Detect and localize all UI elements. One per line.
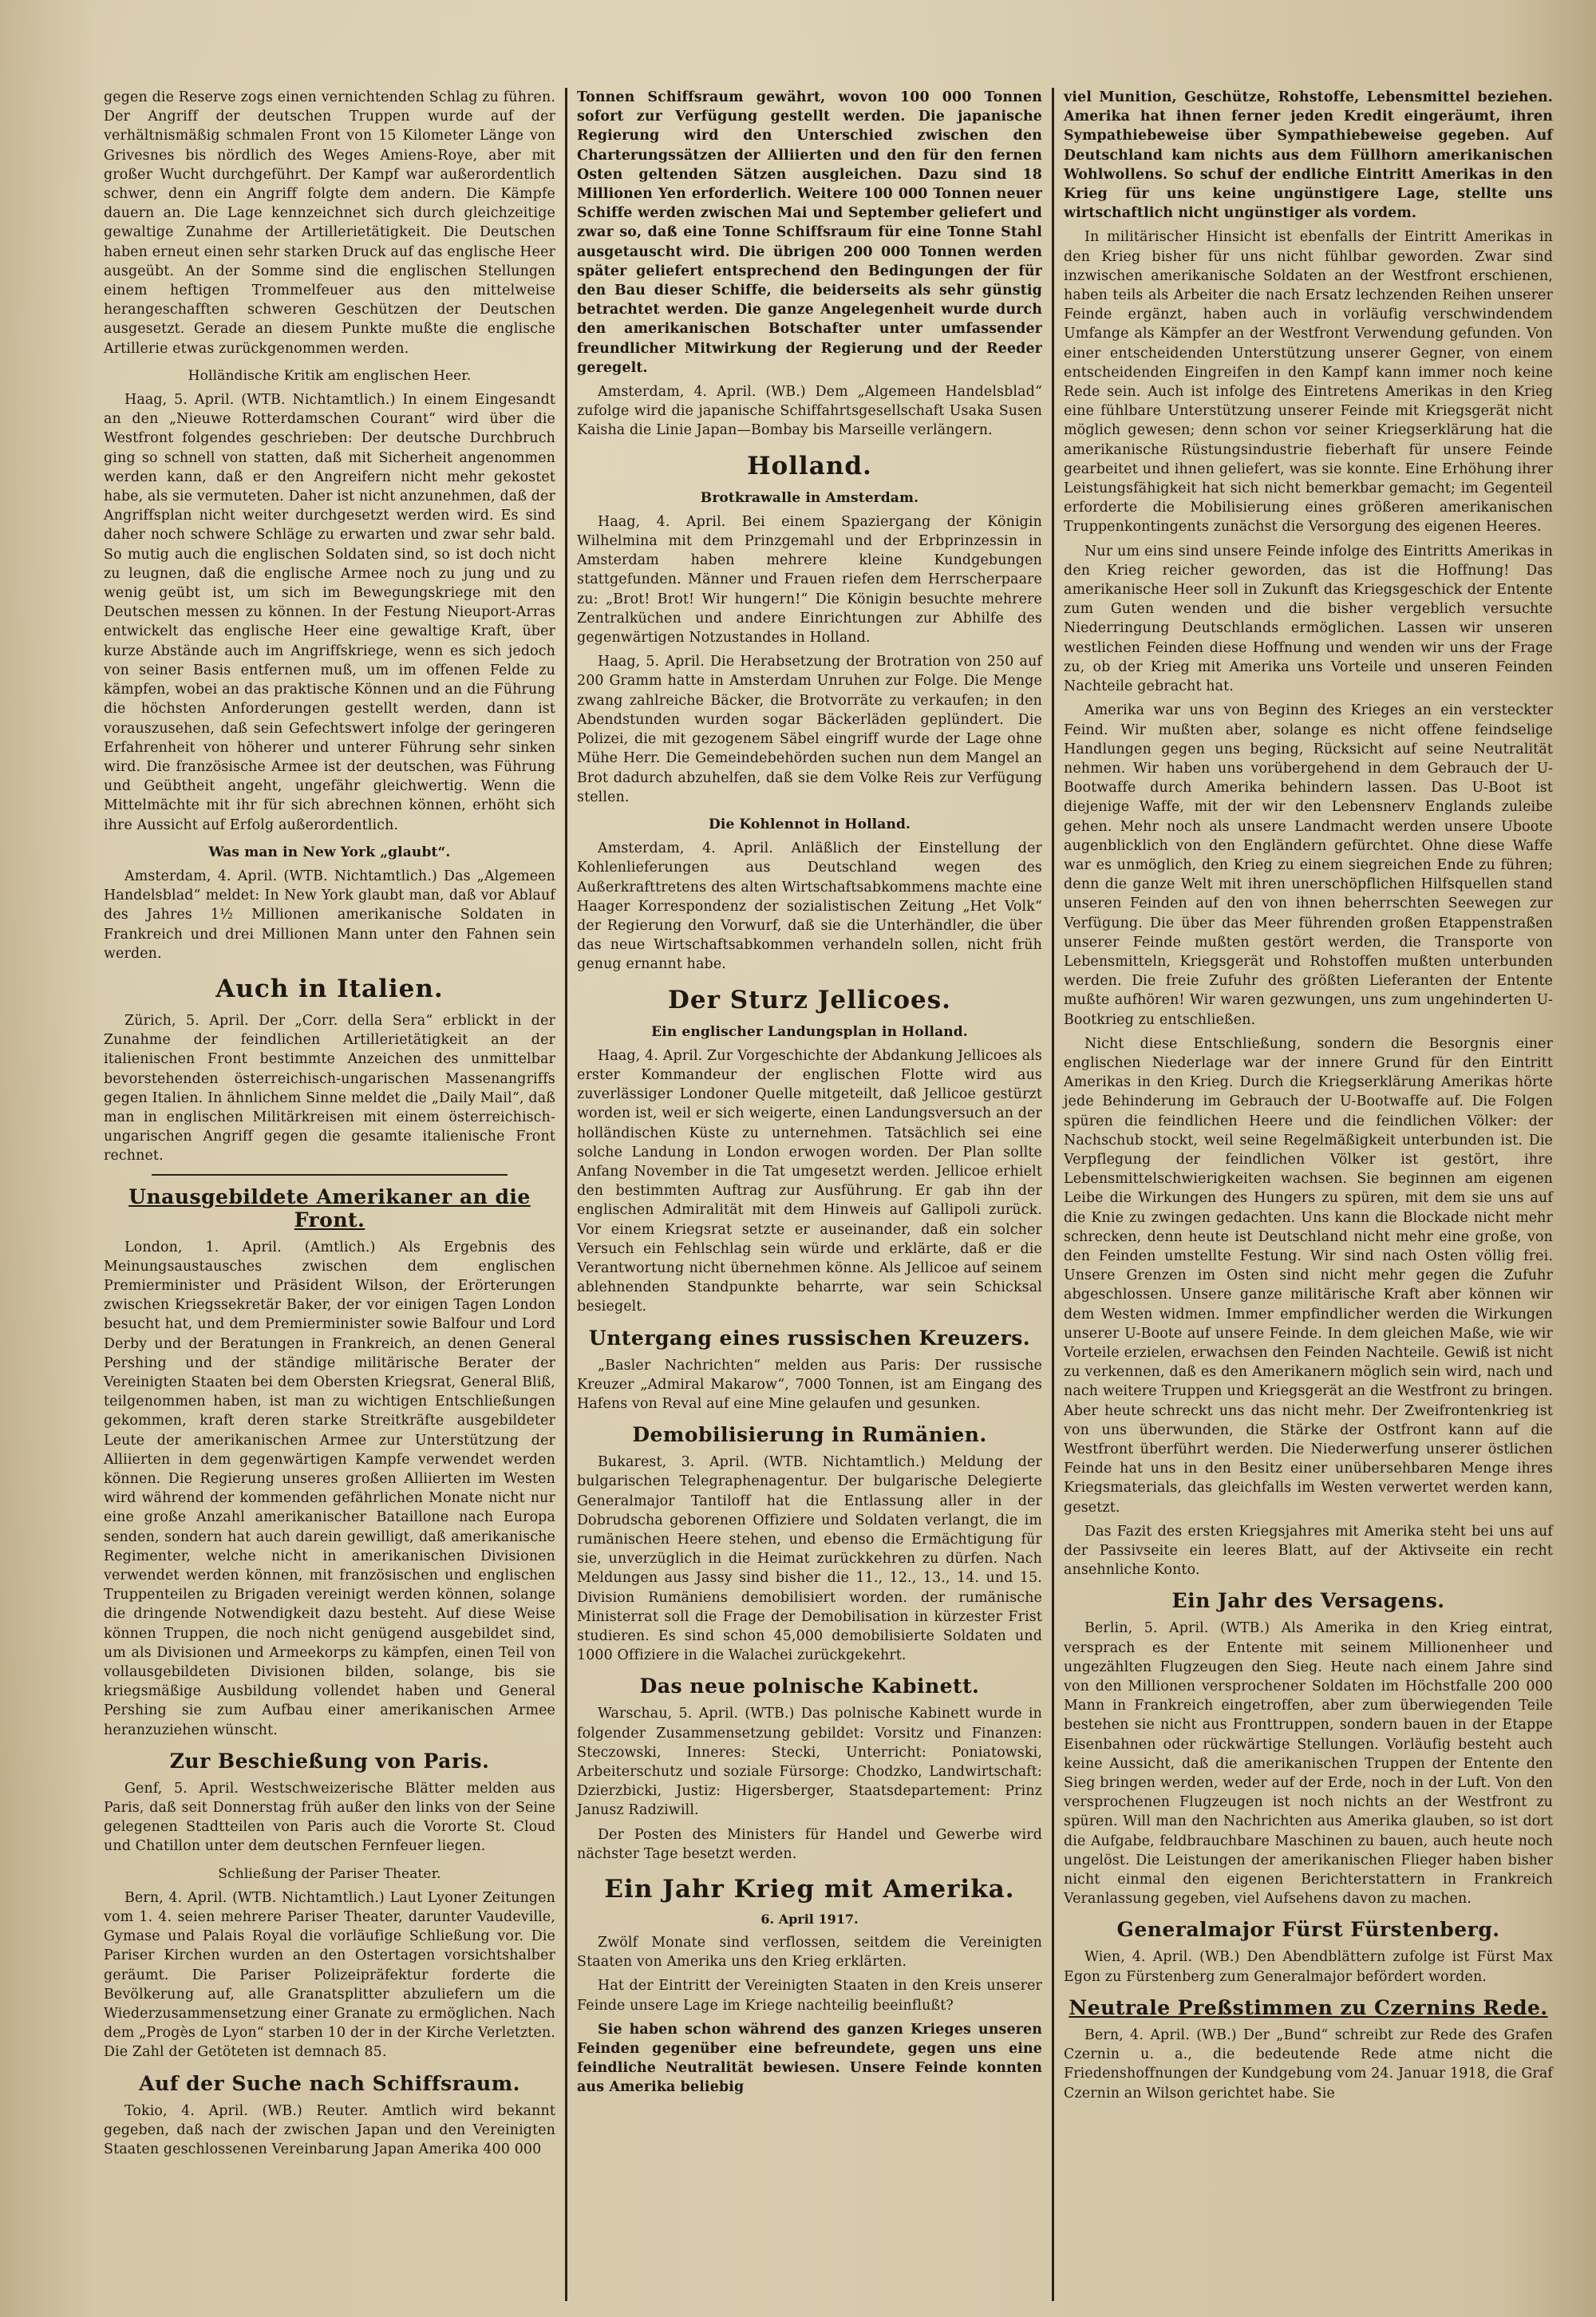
article-text: Nur um eins sind unsere Feinde infolge des Eintritts Amerikas in den Krieg reicher geworden, das ist die Hoffnung! Das amerikanische Heer soll in Zukunft das Kriegsgeschick der Entente zum Guten wenden und die bisher vergeblich versuchte Niederringung Deutschlands ermöglichen. Lassen wir unseren westlichen Feinden diese Hoffnung und wenden wir uns der Frage zu, ob der Krieg mit Amerika uns Vorteile und unseren Feinden Nachteile gebracht hat. bbox=[1064, 543, 1553, 695]
article-text: Bukarest, 3. April. (WTB. Nichtamtlich.) Meldung der bulgarischen Telegraphenagentur. Der bulgarische Delegierte Generalmajor Tantiloff hat die Entlassung aller in der Dobrudscha geborenen Offiziere und Soldaten verlangt, die im rumänischen Heere stehen, und ebenso die Ermächtigung für sie, unverzüglich in die Heimat zurückkehren zu dürfen. Nach Meldungen aus Jassy sind bisher die 11., 12., 13., 14. und 15. Division Rumäniens demobilisiert worden. der rumänische Ministerrat soll die Frage der Demobilisation in kürzester Frist studieren. Es sind schon 45,000 demobilisierte Soldaten und 1000 Offiziere in die Walachei zurückgekehrt. bbox=[577, 1454, 1042, 1664]
article-text: Tonnen Schiffsraum gewährt, wovon 100 000 Tonnen sofort zur Verfügung gestellt werden. Die japanische Regierung wird den Unterschied zwischen den Charterungssätzen der Alliierten und den für den fernen Osten geltenden Sätzen ausgleichen. Dazu sind 18 Millionen Yen erforderlich. Weitere 100 000 Tonnen neuer Schiffe werden zwischen Mai und September geliefert und zwar so, daß eine Tonne Schiffsraum für eine Tonne Stahl ausgetauscht wird. Die übrigen 200 000 Tonnen werden später geliefert entsprechend den Bedingungen der für den Bau dieser Schiffe, die beiderseits als sehr günstig betrachtet werden. Die ganze Angelegenheit wurde durch den amerikanischen Botschafter unter umfassender freundlicher Mitwirkung der Regierung und der Reeder geregelt. bbox=[577, 89, 1042, 376]
subheading: Schließung der Pariser Theater. bbox=[218, 1865, 441, 1882]
article-text: Bern, 4. April. (WTB. Nichtamtlich.) Laut Lyoner Zeitungen vom 1. 4. seien mehrere Pariser Theater, darunter Vaudeville, Gymase und Palais Royal die vorläufige Schließung vor. Die Pariser Kirchen wurden an den Ostertagen vorsichtshalber geräumt. Die Pariser Polizeipräfektur forderte die Bevölkerung auf, alle Granatsplitter abzuliefern um die Wiederzusammensetzung einer Granate zu ermöglichen. Nach dem „Progès de Lyon“ starben 10 der in der Kirche Verletzten. Die Zahl der Getöteten ist demnach 85. bbox=[104, 1889, 555, 2061]
article-text: Genf, 5. April. Westschweizerische Blätter melden aus Paris, daß seit Donnerstag früh außer den links von der Seine gelegenen Stadtteilen von Paris auch die Vororte St. Cloud und Chatillon unter dem deutschen Fernfeuer liegen. bbox=[104, 1780, 555, 1855]
subheading: Die Kohlennot in Holland. bbox=[708, 816, 911, 832]
column-middle bbox=[565, 88, 1052, 2301]
column-right bbox=[1052, 88, 1562, 2301]
article-text: Amsterdam, 4. April. Anläßlich der Einstellung der Kohlenlieferungen aus Deutschland wegen des Außerkrafttretens des alten Wirtschaftsabkommens machte eine Haager Korrespondenz der sozialistischen Zeitung „Het Volk“ der Regierung den Vorwurf, daß sie die Unterhändler, die über das neue Wirtschaftsabkommen verhandeln sollen, nicht früh genug ernannt habe. bbox=[577, 840, 1042, 973]
columns bbox=[94, 88, 1564, 2301]
article-text: Warschau, 5. April. (WTB.) Das polnische Kabinett wurde in folgender Zusammensetzung gebildet: Vorsitz und Finanzen: Steczowski, Inneres: Stecki, Unterricht: Poniatowski, Arbeiterschutz und soziale Fürsorge: Chodzko, Landwirtschaft: Dzierzbicki, Justiz: Higersberger, Staatsdepartement: Prinz Janusz Radziwill. bbox=[577, 1706, 1042, 1819]
divider bbox=[152, 1174, 508, 1176]
headline: Generalmajor Fürst Fürstenberg. bbox=[1116, 1918, 1500, 1942]
headline: Untergang eines russischen Kreuzers. bbox=[588, 1326, 1031, 1350]
article-text: Amerika war uns von Beginn des Krieges an ein versteckter Feind. Wir mußten aber, solange es nicht offene feindselige Handlungen gegen uns beging, Rücksicht auf seine Neutralität nehmen. Wir haben uns vorübergehend in dem Gebrauch der U-Bootwaffe durch Amerika behindern lassen. Das U-Boot ist diejenige Waffe, mit der wir den Lebensnerv Englands zuleibe gehen. Mehr noch als unsere Landmacht werden unsere Uboote augenblicklich von den Engländern gefürchtet. Ohne diese Waffe war es unmöglich, den Krieg zu einem siegreichen Ende zu führen; denn die ganze Welt mit ihren unerschöpflichen Hilfsquellen stand unseren Feinden auf den von ihnen beherrschten Seewegen zur Verfügung. Die über das Meer führenden großen Etappenstraßen unserer Feinde mußten gestört werden, die Transporte von Lebensmitteln, Kriegsgerät und Rohstoffen mußten unterbunden werden. Die freie Zufuhr des größten Lieferanten der Entente mußte aufhören! Wir waren gezwungen, uns zum ungehinderten U-Bootkrieg zu entschließen. bbox=[1064, 702, 1553, 1028]
article-text: Haag, 5. April. Die Herabsetzung der Brotration von 250 auf 200 Gramm hatte in Amsterdam Unruhen zur Folge. Die Menge zwang zahlreiche Bäcker, die Brotvorräte zu verkaufen; in den Abendstunden wurden sogar Bäckerläden geplündert. Die Polizei, die mit gezogenem Säbel eingriff wurde der Lage ohne Mühe Herr. Die Gemeindebehörden suchen nun dem Mangel an Brot dadurch abzuhelfen, daß sie dem Volke Reis zur Verfügung stellen. bbox=[577, 654, 1042, 805]
column-left bbox=[94, 88, 565, 2301]
subheading: Ein englischer Landungsplan in Holland. bbox=[651, 1023, 968, 1040]
article-text: Wien, 4. April. (WB.) Den Abendblättern zufolge ist Fürst Max Egon zu Fürstenberg zum Generalmajor befördert worden. bbox=[1064, 1949, 1553, 1985]
article-text: Amsterdam, 4. April. (WTB. Nichtamtlich.) Das „Algemeen Handelsblad“ meldet: In New York glaubt man, daß vor Ablauf des Jahres 1½ Millionen amerikanische Soldaten in Frankreich und drei Millionen Mann unter den Fahnen sein werden. bbox=[104, 868, 555, 962]
article-text: Sie haben schon während des ganzen Krieges unseren Feinden gegenüber eine befreundete, gegen uns eine feindliche Neutralität bewiesen. Unsere Feinde konnten aus Amerika beliebig bbox=[577, 2021, 1042, 2096]
headline: Der Sturz Jellicoes. bbox=[668, 985, 951, 1014]
article-text: Haag, 5. April. (WTB. Nichtamtlich.) In einem Eingesandt an den „Nieuwe Rotterdamschen Courant“ wird über die Westfront folgendes geschrieben: Der deutsche Durchbruch ging so schnell von statten, daß mit Sicherheit angenommen werden kann, daß er den Angreifern nicht mehr gekostet habe, als sie vermuteten. Daher ist nicht anzunehmen, daß der Angriffsplan nicht weiter durchgesetzt werden wird. Es sind daher noch schwere Schläge zu erwarten und zwar sehr bald. So mutig auch die englischen Soldaten sind, so ist doch nicht zu leugnen, daß die englische Armee noch zu jung und zu wenig geübt ist, um sich im Bewegungskriege mit den Deutschen messen zu können. In der Festung Nieuport-Arras entwickelt das englische Heer eine gewaltige Kraft, über kurze Abstände auch im Angriffskriege, wenn es sich jedoch von seiner Basis entfernen muß, um im offenen Felde zu kämpfen, wobei an das praktische Können und an die Führung die höchsten Anforderungen gestellt werden, dann ist vorauszusehen, daß sein Gefechtswert infolge der geringeren Erfahrenheit von höherer und unterer Führung sehr sinken wird. Die französische Armee ist der deutschen, was Führung und Geübtheit angeht, ungefähr gleichwertig. Wenn die Mittelmächte mit ihr für sich abrechnen können, erhöht sich ihre Aussicht auf Erfolg außerordentlich. bbox=[104, 392, 555, 833]
article-text: Berlin, 5. April. (WTB.) Als Amerika in den Krieg eintrat, versprach es der Entente mit seinem Millionenheer und ungezählten Flugzeugen den Sieg. Heute nach einem Jahre sind von den Millionen versprochener Soldaten im Höchstfalle 200 000 Mann in Frankreich eingetroffen, aber zum überwiegenden Teile bestehen sie nicht aus Fronttruppen, sondern bauen in der Etappe Eisenbahnen oder rückwärtige Stellungen. Vorläufig besteht auch keine Aussicht, daß die amerikanischen Truppen der Entente den Sieg bringen werden, weder auf der Erde, noch in der Luft. Von den versprochenen Flugzeugen ist noch nichts an der Westfront zu spüren. Will man den Nachrichten aus Amerika glauben, so ist dort die Aufgabe, feldbrauchbare Maschinen zu bauen, auch heute noch ungelöst. Die Leistungen der amerikanischen Flieger haben bisher nicht einmal den eigenen Berichterstattern in Frankreich Veranlassung gegeben, viel Aufsehens davon zu machen. bbox=[1064, 1620, 1553, 1908]
headline: Zur Beschießung von Paris. bbox=[169, 1749, 490, 1773]
article-text: Zwölf Monate sind verflossen, seitdem die Vereinigten Staaten von Amerika uns den Krieg erklärten. bbox=[577, 1935, 1042, 1971]
article-text: Bern, 4. April. (WB.) Der „Bund“ schreibt zur Rede des Grafen Czernin u. a., die bedeutende Rede atme nicht die Friedenshoffnungen der Kundgebung vom 24. Januar 1918, die Graf Czernin an Wilson gerichtet habe. Sie bbox=[1064, 2026, 1553, 2102]
article-text: London, 1. April. (Amtlich.) Als Ergebnis des Meinungsaustausches zwischen dem englischen Premierminister und Präsident Wilson, der Erörterungen zwischen Kriegssekretär Baker, der vor einigen Tagen London besucht hat, und dem Premierminister sowie Balfour und Lord Derby und der Beratungen in Frankreich, an denen General Pershing und der ständige militärische Berater der Vereinigten Staaten bei dem Obersten Kriegsrat, General Bliß, teilgenommen haben, ist man zu wichtigen Entschließungen gekommen, kraft deren starke Streitkräfte ausgebildeter Leute der amerikanischen Armee zur Unterstützung der Alliierten in dem gegenwärtigen Kampfe verwendet werden können. Die Regierung unseres großen Alliierten im Westen wird während der kommenden gefährlichen Monate nicht nur eine große Anzahl amerikanischer Bataillone nach Europa senden, sondern hat auch darein gewilligt, daß amerikanische Regimenter, welche nicht in amerikanischen Divisionen verwendet werden können, mit französischen und englischen Truppenteilen zu Brigaden vereinigt werden können, solange die dringende Notwendigkeit dazu besteht. Auf diese Weise können Truppen, die noch nicht genügend ausgebildet sind, um als Divisionen und Armeekorps zu kämpfen, einen Teil von vollausgebildeten Divisionen bilden, solange, bis sie kriegsmäßige Ausbildung vollendet haben und General Pershing sie zum Aufbau einer amerikanischen Armee heranzuziehen wünscht. bbox=[104, 1239, 555, 1738]
headline: Das neue polnische Kabinett. bbox=[639, 1674, 980, 1698]
subheading: Brotkrawalle in Amsterdam. bbox=[700, 489, 919, 506]
headline: Auf der Suche nach Schiffsraum. bbox=[139, 2071, 520, 2095]
article-text: Amsterdam, 4. April. (WB.) Dem „Algemeen Handelsblad“ zufolge wird die japanische Schiffahrtsgesellschaft Usaka Susen Kaisha die Linie Japan—Bombay bis Marseille verlängern. bbox=[577, 384, 1042, 439]
article-text: Das Fazit des ersten Kriegsjahres mit Amerika steht bei uns auf der Passivseite ein leeres Blatt, auf der Aktivseite ein recht ansehnliche Konto. bbox=[1064, 1523, 1553, 1579]
headline: Unausgebildete Amerikaner an die Front. bbox=[128, 1184, 531, 1232]
article-text: Haag, 4. April. Bei einem Spaziergang der Königin Wilhelmina mit dem Prinzgemahl und der Erbprinzessin in Amsterdam haben mehrere kleine Kundgebungen stattgefunden. Männer und Frauen riefen dem Herrscherpaare zu: „Brot! Brot! Wir hungern!“ Die Königin besuchte mehrere Zentralküchen und andere Einrichtungen zur Abhilfe des gegenwärtigen Notzustandes in Holland. bbox=[577, 513, 1042, 646]
article-text: Hat der Eintritt der Vereinigten Staaten in den Kreis unserer Feinde unsere Lage im Kriege nachteilig beeinflußt? bbox=[577, 1978, 1042, 2014]
headline: Ein Jahr des Versagens. bbox=[1171, 1589, 1445, 1613]
article-text: gegen die Reserve zogs einen vernichtenden Schlag zu führen. Der Angriff der deutschen Truppen wurde auf der verhältnismäßig schmalen Front von 15 Kilometer Länge von Grivesnes bis nördlich des Weges Amiens-Roye, aber mit großer Wucht durchgeführt. Der Kampf war außerordentlich schwer, denn ein Angriff folgte dem andern. Die Kämpfe dauern an. Die Lage kennzeichnet sich durch gleichzeitige gewaltige Zunahme der Artillerietätigkeit. Die Deutschen haben erneut einen sehr starken Druck auf das englische Heer ausgeübt. An der Somme sind die englischen Stellungen einem heftigen Trommelfeuer aus den mittelweise herangeschafften schweren Geschützen der Deutschen ausgesetzt. Gerade an diesem Punkte mußte die englische Artillerie etwas zurückgenommen werden. bbox=[104, 89, 555, 357]
article-text: Haag, 4. April. Zur Vorgeschichte der Abdankung Jellicoes als erster Kommandeur der englischen Flotte wird aus zuverlässiger Londoner Quelle mitgeteilt, daß Jellicoe gestürzt worden ist, weil er sich weigerte, einen Landungsversuch an der holländischen Küste zu unternehmen. Tatsächlich sei eine solche Landung in London erwogen worden. Der Plan sollte Anfang November in die Tat umgesetzt werden. Jellicoe erhielt den bestimmten Auftrag zur Ausführung. Er gab ihn der englischen Admiralität mit dem Hinweis auf Gallipoli zurück. Vor einem Kriegsrat setzte er auseinander, daß ein solcher Versuch ein Fehlschlag sein würde und erklärte, daß er die Verantwortung nicht übernehmen könne. Als Jellicoe auf seinem ablehnenden Standpunkte beharrte, war sein Schicksal besiegelt. bbox=[577, 1047, 1042, 1315]
headline: Holland. bbox=[747, 451, 872, 480]
subheading: Holländische Kritik am englischen Heer. bbox=[188, 367, 472, 384]
subheading: Was man in New York „glaubt“. bbox=[208, 844, 451, 860]
article-text: viel Munition, Geschütze, Rohstoffe, Lebensmittel beziehen. Amerika hat ihnen ferner jeden Kredit eingeräumt, ihren Sympathiebeweise über Sympathiebeweise gegeben. Auf Deutschland kam nichts aus dem Füllhorn amerikanischen Wohlwollens. So schuf der endliche Eintritt Amerikas in den Krieg für uns keine ungünstigere Lage, stellte uns wirtschaftlich nicht ungünstiger als vordem. bbox=[1064, 89, 1553, 222]
article-date: 6. April 1917. bbox=[760, 1912, 859, 1928]
headline: Ein Jahr Krieg mit Amerika. bbox=[604, 1875, 1015, 1904]
article-text: Tokio, 4. April. (WB.) Reuter. Amtlich wird bekannt gegeben, daß nach der zwischen Japan und den Vereinigten Staaten geschlossenen Vereinbarung Japan Amerika 400 000 bbox=[104, 2102, 555, 2158]
article-text: „Basler Nachrichten“ melden aus Paris: Der russische Kreuzer „Admiral Makarow“, 7000 Tonnen, ist am Eingang des Hafens von Reval auf eine Mine gelaufen und gesunken. bbox=[577, 1357, 1042, 1412]
article-text: Der Posten des Ministers für Handel und Gewerbe wird nächster Tage besetzt werden. bbox=[577, 1826, 1042, 1862]
article-text: Nicht diese Entschließung, sondern die Besorgnis einer englischen Niederlage war der innere Grund für den Eintritt Amerikas in den Krieg. Durch die Kriegserklärung Amerikas hörte jede Behinderung im Gebrauch der U-Bootwaffe auf. Die Folgen spüren die feindlichen Heere und die feindlichen Völker: der Nachschub stockt, weil seine Regelmäßigkeit unterbunden ist. Die Verpflegung der feindlichen Völker ist gestört, ihre Lebensmittelschwierigkeiten wachsen. Sie beginnen am eigenen Leibe die Wirkungen des Hungers zu spüren, mit dem sie uns auf die Knie zu zwingen gedachten. Uns kann die Blockade nicht mehr schrecken, denn heute ist Deutschland nicht mehr eine große, von den Feinden umstellte Festung. Wir sind nach Osten völlig frei. Unsere Grenzen im Osten sind nicht mehr gegen die Zufuhr abgeschlossen. Unsere ganze militärische Kraft aber können wir dem Westen widmen. Immer empfindlicher werden die Wirkungen unserer U-Boote auf unsere Feinde. In dem gleichen Maße, wie wir Vorteile erzielen, erwachsen den Feinden Nachteile. Gewiß ist nicht zu verkennen, daß es den Amerikanern möglich sein wird, nach und nach weitere Truppen und Kriegsgerät an die Westfront zu bringen. Aber heute schreckt uns das nicht mehr. Der Zweifrontenkrieg ist von uns überwunden, die Stärke der Ostfront kann auf die Westfront überführt werden. Die Niederwerfung unserer östlichen Feinde hat uns in den Besitz einer unübersehbaren Menge ihres Kriegsmaterials, das gleichfalls im Westen verwertet werden kann, gesetzt. bbox=[1064, 1035, 1553, 1516]
headline: Auch in Italien. bbox=[215, 974, 444, 1003]
article-text: Zürich, 5. April. Der „Corr. della Sera“ erblickt in der Zunahme der feindlichen Artillerietätigkeit an der italienischen Front bestimmte Anzeichen des unmittelbar bevorstehenden österreichisch-ungarischen Massenangriffs gegen Italien. In ähnlichem Sinne meldet die „Daily Mail“, daß man in englischen Militärkreisen mit einem österreichisch-ungarischen Angriff gegen die gesamte italienische Front rechnet. bbox=[104, 1012, 555, 1164]
article-text: In militärischer Hinsicht ist ebenfalls der Eintritt Amerikas in den Krieg bisher für uns nicht fühlbar geworden. Zwar sind inzwischen amerikanische Soldaten an der Westfront erschienen, haben teils als Arbeiter die nach Ersatz lechzenden Reihen unserer Feinde ergänzt, haben auch in vorläufig verschwindendem Umfange als Kämpfer an der Westfront Verwendung gefunden. Von einer entscheidenden Unterstützung unserer Gegner, von einem entscheidenden Eingreifen in den Kampf kann immer noch keine Rede sein. Auch ist infolge des Eintretens Amerikas in den Krieg eine fühlbare Unterstützung unserer Feinde mit Kriegsgerät nicht möglich gewesen; denn schon vor seiner Kriegserklärung hat die amerikanische Rüstungsindustrie fieberhaft für unsere Feinde gearbeitet und ihnen geliefert, was sie konnte. Eine Erhöhung ihrer Leistungsfähigkeit hat sich nicht bemerkbar gemacht; im Gegenteil erforderte die Mobilisierung eines größeren amerikanischen Truppenkontingents zunächst die Versorgung des eigenen Heeres. bbox=[1064, 229, 1553, 536]
headline: Demobilisierung in Rumänien. bbox=[632, 1423, 987, 1447]
headline: Neutrale Preßstimmen zu Czernins Rede. bbox=[1069, 1995, 1548, 2019]
